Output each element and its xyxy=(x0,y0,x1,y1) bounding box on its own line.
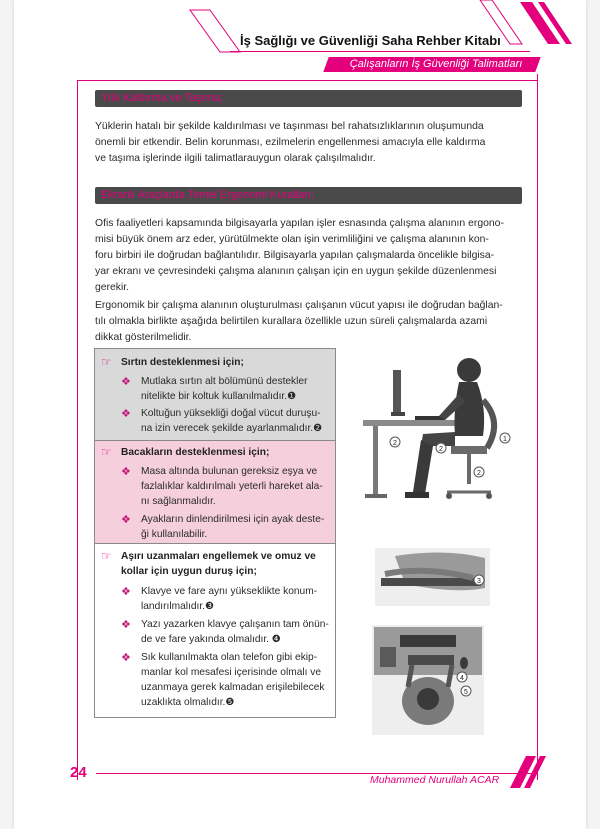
item-line: nı sağlanmalıdır. xyxy=(141,496,216,507)
text-line: misi büyük önem arz eder, yürütülmekte olan işin verimliliğini ve çalışma alanının kon- xyxy=(95,234,489,245)
list-item xyxy=(141,374,333,404)
item-line: manlar kol mesafesi içerisinde olmalı ve xyxy=(141,667,322,678)
text-line: Ergonomik bir çalışma alanının oluşturulması çalışanın vücut yapısı ile doğrudan bağlan- xyxy=(95,300,503,311)
book-title: İş Sağlığı ve Güvenliği Saha Rehber Kitabı xyxy=(240,33,501,48)
item-line: Yazı yazarken klavye çalışanın tam önün- xyxy=(141,619,329,630)
list-item xyxy=(141,464,333,509)
diamond-bullet-icon: ❖ xyxy=(121,466,131,478)
item-line: nitelikte bir koltuk kullanılmalıdır.❶ xyxy=(141,391,297,402)
box-heading: Bacakların desteklenmesi için; xyxy=(121,447,270,458)
diamond-bullet-icon: ❖ xyxy=(121,408,131,420)
figure-marker: 4 xyxy=(460,675,464,682)
box-reach xyxy=(94,543,336,718)
heading-line: Aşırı uzanmaları engellemek ve omuz ve xyxy=(121,551,316,562)
section-bar-ergonomics xyxy=(95,187,522,204)
text-line: yar ekranı ve çevresindeki çalışma alanının çalışan için en uygun şekilde düzenlenmesi xyxy=(95,266,497,277)
item-line: Ayakların dinlendirilmesi için ayak deste- xyxy=(141,514,325,525)
text-line: foru birbiri ile doğrudan bağlantılıdır. Bilgisayarla yapılan çalışmalarda öncelikle bilgisa- xyxy=(95,250,495,261)
diamond-bullet-icon: ❖ xyxy=(121,652,131,664)
pointing-hand-icon: ☞ xyxy=(101,549,112,563)
frame-right xyxy=(537,74,538,780)
frame-left xyxy=(77,80,78,780)
text-line: ve taşıma işlerinde ilgili talimatlarauygun olarak çalışılmalıdır. xyxy=(95,153,376,164)
item-line: uzaklıkta olmalıdır.❺ xyxy=(141,697,235,708)
chapter-subtitle: Çalışanların İş Güvenliği Talimatları xyxy=(349,58,523,70)
pointing-hand-icon: ☞ xyxy=(101,445,112,459)
pointing-hand-icon: ☞ xyxy=(101,355,112,369)
item-line: Koltuğun yüksekliği doğal vücut duruşu- xyxy=(141,408,321,419)
author-name: Muhammed Nurullah ACAR xyxy=(370,774,500,786)
section-title: Yük Kaldırma ve Taşıma; xyxy=(101,92,224,104)
diamond-bullet-icon: ❖ xyxy=(121,586,131,598)
section-bar-lifting xyxy=(95,90,522,107)
diamond-bullet-icon: ❖ xyxy=(121,376,131,388)
diamond-bullet-icon: ❖ xyxy=(121,619,131,631)
text-line: önemli bir etkendir. Belin korunması, ezilmelerin engellenmesi amacıyla elle kaldırma xyxy=(95,137,486,148)
paragraph-ergonomics-2 xyxy=(95,298,523,346)
item-line: fazlalıklar kaldırılmalı yeterli hareket ala- xyxy=(141,481,323,492)
figure-marker: 3 xyxy=(477,578,481,585)
box-leg-support xyxy=(94,440,336,545)
figure-marker: 2 xyxy=(393,440,397,447)
item-line: Klavye ve fare aynı yükseklikte konum- xyxy=(141,586,318,597)
desk-top-view-illustration xyxy=(372,625,484,735)
text-line: Yüklerin hatalı bir şekilde kaldırılması ve taşınması bel rahatsızlıklarının oluşumunda xyxy=(95,121,484,132)
box-back-support xyxy=(94,348,336,442)
figure-marker: 5 xyxy=(464,689,468,696)
arm-keyboard-illustration xyxy=(375,548,490,606)
item-line: Mutlaka sırtın alt bölümünü destekler xyxy=(141,376,308,387)
figure-marker: 2 xyxy=(439,446,443,453)
item-line: landırılmalıdır.❸ xyxy=(141,601,215,612)
list-item xyxy=(141,584,333,614)
list-item xyxy=(141,650,333,710)
text-line: dikkat gösterilmelidir. xyxy=(95,332,192,343)
section-title: Ekranlı Araçlarda Temel Ergonomi Kuralları; xyxy=(101,189,315,201)
item-line: Masa altında bulunan gereksiz eşya ve xyxy=(141,466,318,477)
paragraph-lifting xyxy=(95,119,523,167)
footer-stripes xyxy=(500,752,560,792)
item-line: de ve fare yakında olmalıdır. ❹ xyxy=(141,634,281,645)
box-heading: Sırtın desteklenmesi için; xyxy=(121,357,244,368)
figure-marker: 2 xyxy=(477,470,481,477)
page-number: 24 xyxy=(70,764,87,781)
text-line: tılı olmakla birlikte aşağıda belirtilen kurallara özellikle uzun süreli çalışmalarda azami xyxy=(95,316,488,327)
diamond-bullet-icon: ❖ xyxy=(121,514,131,526)
list-item xyxy=(141,512,333,542)
box-heading xyxy=(121,549,316,579)
paragraph-ergonomics-1 xyxy=(95,216,523,296)
item-line: Sık kullanılmakta olan telefon gibi ekip- xyxy=(141,652,318,663)
item-line: na izin verecek şekilde ayarlanmalıdır.❷ xyxy=(141,423,323,434)
list-item xyxy=(141,617,333,647)
figure-marker: 1 xyxy=(503,436,507,443)
heading-line: kollar için uygun duruş için; xyxy=(121,566,257,577)
text-line: Ofis faaliyetleri kapsamında bilgisayarla yapılan işler esnasında çalışma alanının ergono- xyxy=(95,218,504,229)
header-rule xyxy=(230,51,530,52)
item-line: ği kullanılabilir. xyxy=(141,529,208,540)
frame-top xyxy=(77,80,537,81)
list-item xyxy=(141,406,333,436)
text-line: gerekir. xyxy=(95,282,130,293)
item-line: uzanmaya gerek kalmadan erişilebilecek xyxy=(141,682,325,693)
seated-posture-illustration xyxy=(355,350,525,510)
